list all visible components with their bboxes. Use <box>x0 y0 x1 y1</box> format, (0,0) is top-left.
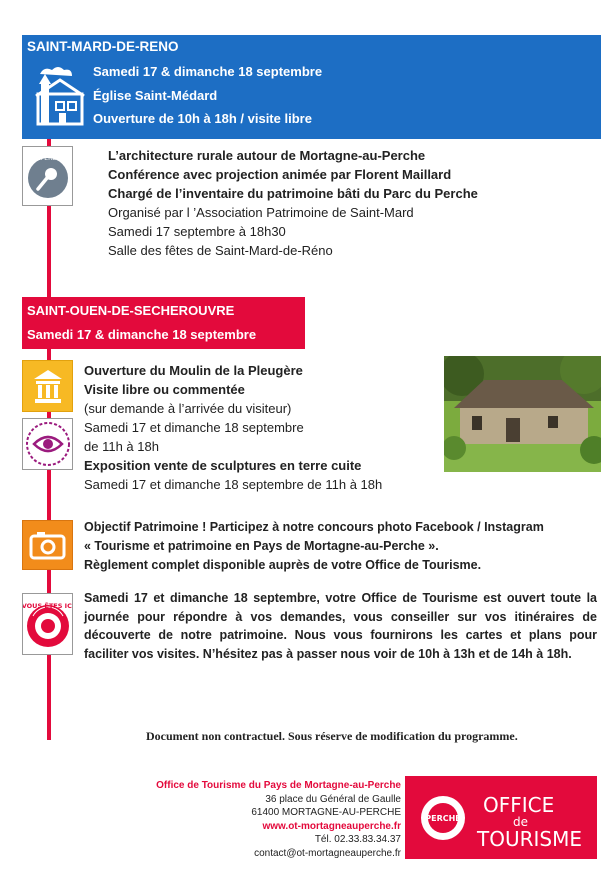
office-logo-mark <box>405 776 597 859</box>
conference-label: CONFÉRENCE <box>27 155 69 162</box>
office-opening-paragraph: Samedi 17 et dimanche 18 septembre, votre Office de Tourisme est ouvert toute la journée pour répondre à vos demandes, vous conseiller sur vos itinéraires de découverte de notre patrimoine. Nous vous fournirons les cartes et plans pour faciliter vos visites. N’hésitez pas à passer nous voir de 10h à 13h et de 14h à 18h. <box>84 591 597 661</box>
moulin-dates: Samedi 17 et dimanche 18 septembre <box>84 420 304 435</box>
logo-line-1: OFFICE <box>483 793 555 817</box>
section-date: Samedi 17 & dimanche 18 septembre <box>93 64 323 79</box>
disclaimer: Document non contractuel. Sous réserve de modification du programme. <box>146 729 518 743</box>
eye-icon <box>23 419 72 469</box>
section-place: Église Saint-Médard <box>93 88 218 103</box>
conference-title: L’architecture rurale autour de Mortagne-au-Perche <box>108 148 426 163</box>
museum-icon-box <box>22 360 73 412</box>
conference-speaker: Chargé de l’inventaire du patrimoine bâti du Parc du Perche <box>108 186 478 201</box>
microphone-icon <box>23 147 72 205</box>
exhibition-title: Exposition vente de sculptures en terre cuite <box>84 458 362 473</box>
moulin-hours: de 11h à 18h <box>84 439 159 454</box>
you-are-here-icon-box <box>22 593 73 655</box>
exhibition-dates: Samedi 17 et dimanche 18 septembre de 11h à 18h <box>84 477 383 492</box>
church-icon <box>30 64 88 128</box>
photo-contest-title: Objectif Patrimoine ! Participez à notre concours photo Facebook / Instagram <box>84 520 544 534</box>
footer-email[interactable]: contact@ot-mortagneauperche.fr <box>254 847 401 859</box>
conference-date: Samedi 17 septembre à 18h30 <box>108 224 286 239</box>
you-are-here-icon <box>23 594 72 654</box>
office-logo <box>405 776 597 859</box>
footer-phone[interactable]: Tél. 02.33.83.34.37 <box>314 834 401 845</box>
footer-org: Office de Tourisme du Pays de Mortagne-au-Perche <box>156 780 401 791</box>
footer-contact <box>100 779 401 860</box>
conference-venue: Salle des fêtes de Saint-Mard-de-Réno <box>108 243 333 258</box>
moulin-visit: Visite libre ou commentée <box>84 382 245 397</box>
section2-date: Samedi 17 & dimanche 18 septembre <box>27 327 257 342</box>
conference-subtitle: Conférence avec projection animée par Florent Maillard <box>108 167 452 182</box>
eye-icon-box <box>22 418 73 470</box>
moulin-visit-note: (sur demande à l’arrivée du visiteur) <box>84 401 292 416</box>
logo-line-2: de <box>513 815 528 829</box>
museum-icon <box>23 361 72 411</box>
conference-icon-box <box>22 146 73 206</box>
camera-icon <box>23 521 72 569</box>
section-title: SAINT-MARD-DE-RENO <box>27 39 179 54</box>
moulin-title: Ouverture du Moulin de la Pleugère <box>84 363 303 378</box>
photo-contest-theme: « Tourisme et patrimoine en Pays de Mortagne-au-Perche ». <box>84 539 439 553</box>
moulin-photo <box>444 356 601 472</box>
footer-address-1: 36 place du Général de Gaulle <box>265 793 401 805</box>
you-are-here-label: VOUS ÊTES ICI <box>23 602 72 610</box>
footer-website[interactable]: www.ot-mortagneauperche.fr <box>262 820 401 832</box>
footer-address-2: 61400 MORTAGNE-AU-PERCHE <box>251 807 401 818</box>
section-hours: Ouverture de 10h à 18h / visite libre <box>93 111 312 126</box>
section2-title: SAINT-OUEN-DE-SECHEROUVRE <box>27 303 235 318</box>
conference-organizer: Organisé par l ’Association Patrimoine de Saint-Mard <box>108 205 414 220</box>
logo-line-3: TOURISME <box>477 827 582 851</box>
logo-mark-text: PERCHE <box>425 814 461 823</box>
camera-icon-box <box>22 520 73 570</box>
photo-contest-rules: Règlement complet disponible auprès de votre Office de Tourisme. <box>84 558 482 572</box>
